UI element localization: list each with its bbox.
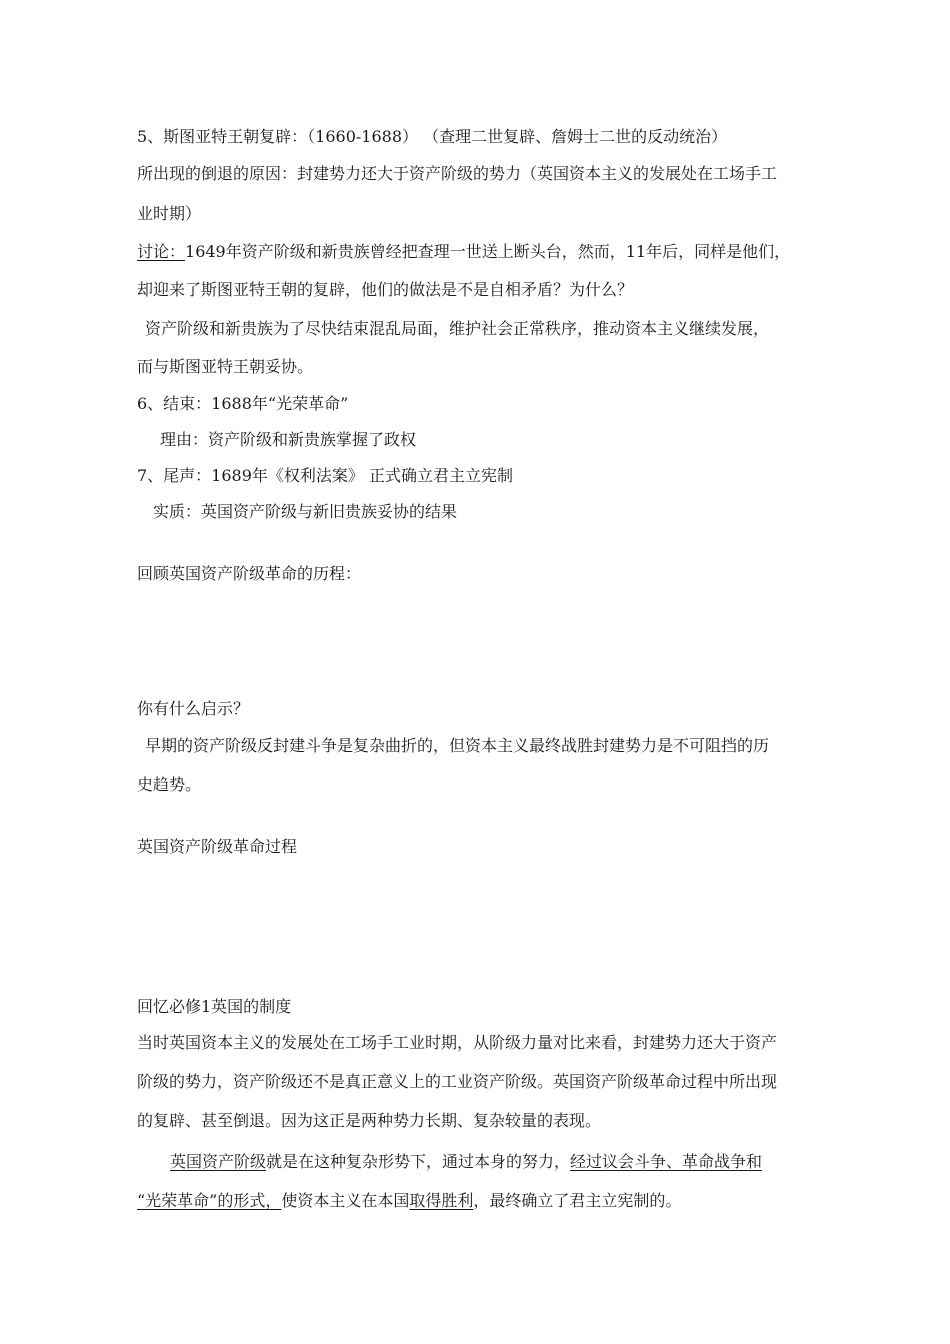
- summary-text-3: ，最终确立了君主立宪制的。: [473, 1191, 682, 1210]
- discussion-text: 1649年资产阶级和新贵族曾经把查理一世送上断头台，然而，11年后，同样是他们，: [185, 242, 791, 261]
- line-regression-reason: 所出现的倒退的原因：封建势力还大于资产阶级的势力（英国资本主义的发展处在工场手工: [137, 164, 778, 183]
- line-discussion-answer-cont: 而与斯图亚特王朝妥协。: [137, 357, 314, 376]
- line-end-heading: 6、结束：1688年“光荣革命”: [137, 394, 349, 413]
- line-process-heading: 英国资产阶级革命过程: [137, 837, 298, 856]
- line-review-heading: 回顾英国资产阶级革命的历程：: [137, 564, 362, 583]
- line-summary: [170, 1151, 762, 1173]
- summary-text-1: 就是在这种复杂形势下，通过本身的努力，: [266, 1152, 571, 1171]
- line-epilogue-heading: 7、尾声：1689年《权利法案》 正式确立君主立宪制: [137, 466, 513, 485]
- line-essence: 实质：英国资产阶级与新旧贵族妥协的结果: [153, 502, 458, 521]
- line-recall-heading: 回忆必修1英国的制度: [137, 997, 292, 1016]
- discussion-label: 讨论：: [137, 242, 186, 261]
- summary-underline-2: 经过议会斗争、革命战争和: [570, 1152, 763, 1171]
- summary-underline-3: “光荣革命”的形式，: [137, 1191, 282, 1210]
- summary-text-2: 使资本主义在本国: [281, 1191, 410, 1210]
- line-restoration-heading: 5、斯图亚特王朝复辟：（1660-1688） （查理二世复辟、詹姆士二世的反动统治）: [137, 127, 728, 146]
- line-summary-cont: [137, 1190, 681, 1212]
- summary-underline-4: 取得胜利: [409, 1191, 474, 1210]
- line-end-reason: 理由：资产阶级和新贵族掌握了政权: [160, 430, 417, 449]
- line-insight-answer-cont: 史趋势。: [137, 775, 202, 794]
- line-insight-answer: 早期的资产阶级反封建斗争是复杂曲折的，但资本主义最终战胜封建势力是不可阻挡的历: [145, 736, 770, 755]
- line-recall-p3: 的复辟、甚至倒退。因为这正是两种势力长期、复杂较量的表现。: [137, 1111, 602, 1130]
- line-recall-p2: 阶级的势力，资产阶级还不是真正意义上的工业资产阶级。英国资产阶级革命过程中所出现: [137, 1072, 778, 1091]
- line-discussion-question: 却迎来了斯图亚特王朝的复辟，他们的做法是不是自相矛盾？为什么？: [137, 280, 634, 299]
- summary-underline-1: 英国资产阶级: [170, 1152, 267, 1171]
- line-insight-question: 你有什么启示？: [137, 699, 250, 718]
- line-recall-p1: 当时英国资本主义的发展处在工场手工业时期，从阶级力量对比来看，封建势力还大于资产: [137, 1033, 778, 1052]
- line-regression-reason-cont: 业时期）: [137, 204, 202, 223]
- line-discussion-answer: 资产阶级和新贵族为了尽快结束混乱局面，维护社会正常秩序，推动资本主义继续发展，: [145, 319, 770, 338]
- line-discussion: [137, 241, 790, 263]
